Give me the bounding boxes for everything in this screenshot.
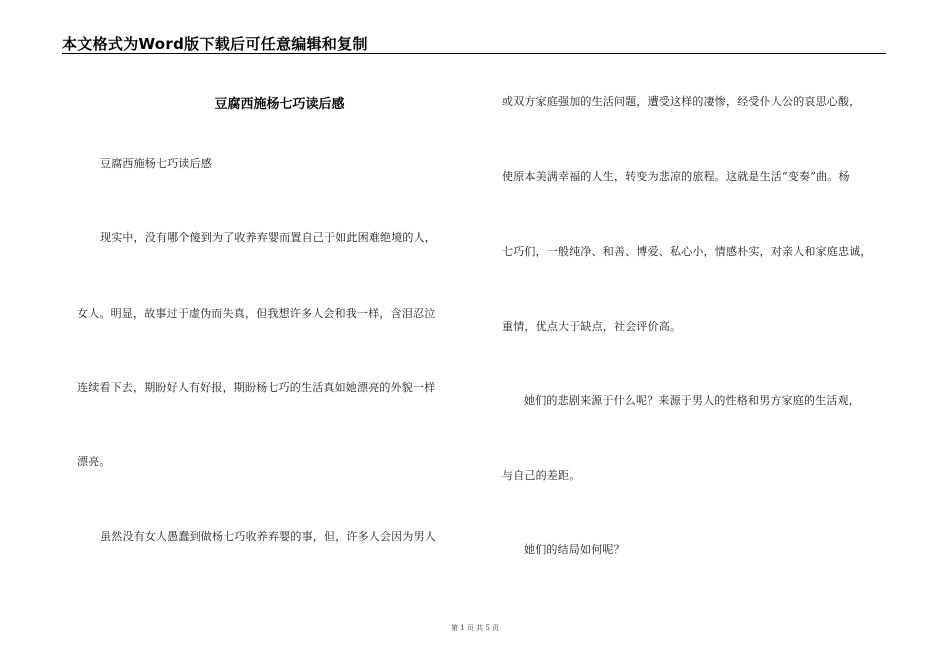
right-line-6: 与自己的差距。 <box>502 469 581 482</box>
banner-divider <box>62 53 886 54</box>
right-line-4: 重情，优点大于缺点，社会评价高。 <box>502 320 682 333</box>
right-line-3: 七巧们，一般纯净、和善、博爱、私心小，情感朴实，对亲人和家庭忠诚， <box>502 245 872 258</box>
right-line-5: 她们的悲剧来源于什么呢？来源于男人的性格和男方家庭的生活观， <box>524 394 860 407</box>
left-line-1: 豆腐西施杨七巧读后感 <box>100 157 212 170</box>
right-line-1: 或双方家庭强加的生活问题，遭受这样的凄惨，经受仆人公的哀思心酸， <box>502 95 861 108</box>
left-line-4: 连续看下去，期盼好人有好报，期盼杨七巧的生活真如她漂亮的外貌一样 <box>77 381 436 394</box>
document-title: 豆腐西施杨七巧读后感 <box>214 97 345 112</box>
left-line-5: 漂亮。 <box>77 455 111 468</box>
left-line-2: 现实中，没有哪个傻到为了收养弃婴而置自己于如此困难绝境的人， <box>100 231 436 244</box>
left-line-6: 虽然没有女人愚蠢到做杨七巧收养弃婴的事，但，许多人会因为男人 <box>100 530 436 543</box>
left-line-3: 女人。明显，故事过于虚伪而失真，但我想许多人会和我一样，含泪忍泣 <box>77 307 436 320</box>
right-line-2: 使原本美满幸福的人生，转变为悲凉的旅程。这就是生活“变奏”曲。杨 <box>502 170 850 183</box>
page-number: 第 1 页 共 5 页 <box>450 624 500 632</box>
right-line-7: 她们的结局如何呢？ <box>524 543 625 556</box>
download-banner: 本文格式为Word版下载后可任意编辑和复制 <box>62 35 368 53</box>
